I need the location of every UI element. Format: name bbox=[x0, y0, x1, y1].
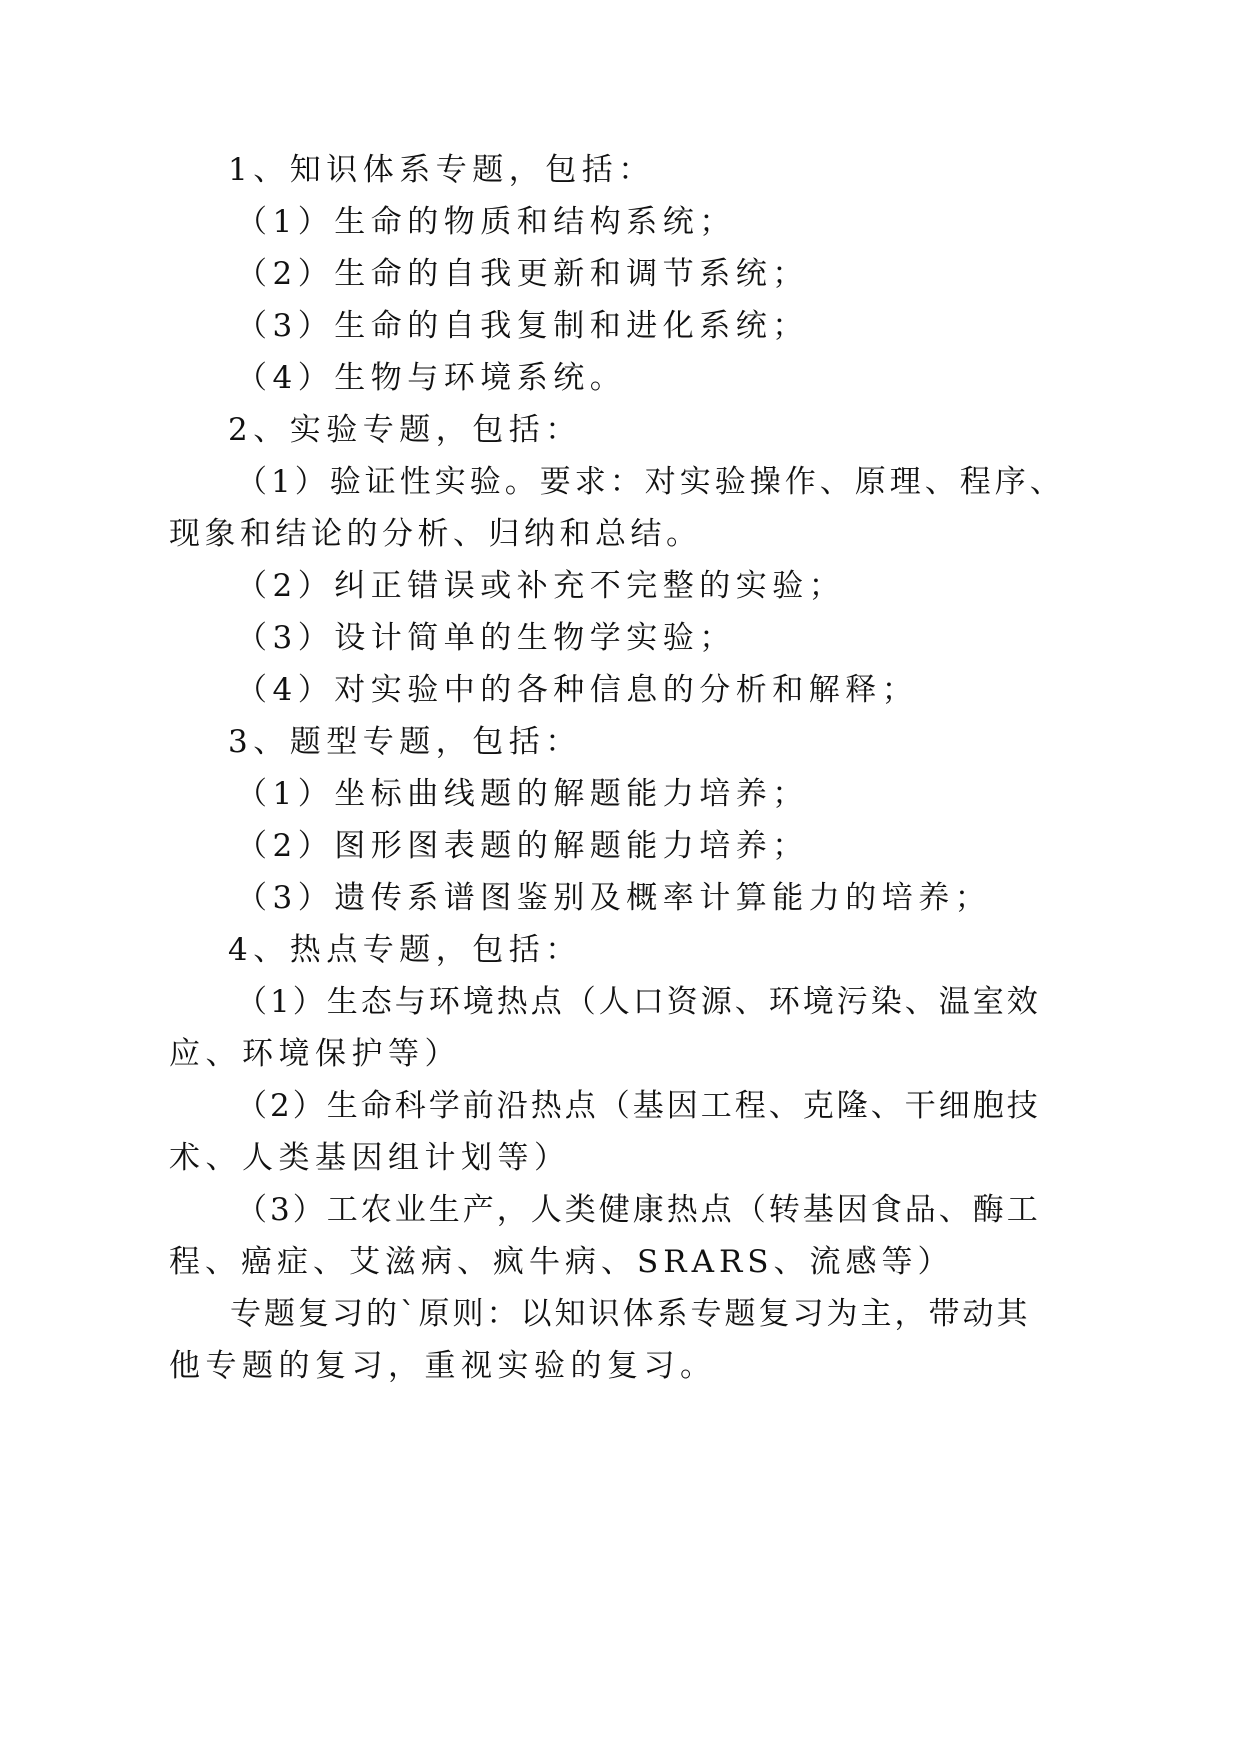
principle-paragraph-continuation: 他专题的复习，重视实验的复习。 bbox=[169, 1348, 717, 1384]
list-item: （3）遗传系谱图鉴别及概率计算能力的培养； bbox=[236, 880, 992, 916]
list-item: （1）生态与环境热点（人口资源、环境污染、温室效 bbox=[236, 984, 1041, 1020]
list-item: （4）生物与环境系统。 bbox=[236, 360, 627, 396]
list-item: （4）对实验中的各种信息的分析和解释； bbox=[236, 672, 919, 708]
section-4-heading: 4、热点专题，包括： bbox=[228, 932, 582, 968]
section-2-heading: 2、实验专题，包括： bbox=[228, 412, 582, 448]
list-item: （3）工农业生产，人类健康热点（转基因食品、酶工 bbox=[236, 1192, 1041, 1228]
list-item-continuation: 程、癌症、艾滋病、疯牛病、SRARS、流感等） bbox=[169, 1244, 954, 1280]
list-item: （2）纠正错误或补充不完整的实验； bbox=[236, 568, 846, 604]
list-item-continuation: 术、人类基因组计划等） bbox=[169, 1140, 571, 1176]
section-3-heading: 3、题型专题，包括： bbox=[228, 724, 582, 760]
list-item: （3）生命的自我复制和进化系统； bbox=[236, 308, 809, 344]
principle-paragraph: 专题复习的`原则：以知识体系专题复习为主，带动其 bbox=[230, 1296, 1031, 1332]
list-item-continuation: 应、环境保护等） bbox=[169, 1036, 461, 1072]
list-item: （1）坐标曲线题的解题能力培养； bbox=[236, 776, 809, 812]
list-item-continuation: 现象和结论的分析、归纳和总结。 bbox=[169, 516, 702, 552]
list-item: （3）设计简单的生物学实验； bbox=[236, 620, 736, 656]
list-item: （1）验证性实验。要求：对实验操作、原理、程序、 bbox=[236, 464, 1065, 500]
list-item: （2）生命的自我更新和调节系统； bbox=[236, 256, 809, 292]
list-item: （1）生命的物质和结构系统； bbox=[236, 204, 736, 240]
section-1-heading: 1、知识体系专题，包括： bbox=[228, 152, 655, 188]
list-item: （2）图形图表题的解题能力培养； bbox=[236, 828, 809, 864]
list-item: （2）生命科学前沿热点（基因工程、克隆、干细胞技 bbox=[236, 1088, 1041, 1124]
